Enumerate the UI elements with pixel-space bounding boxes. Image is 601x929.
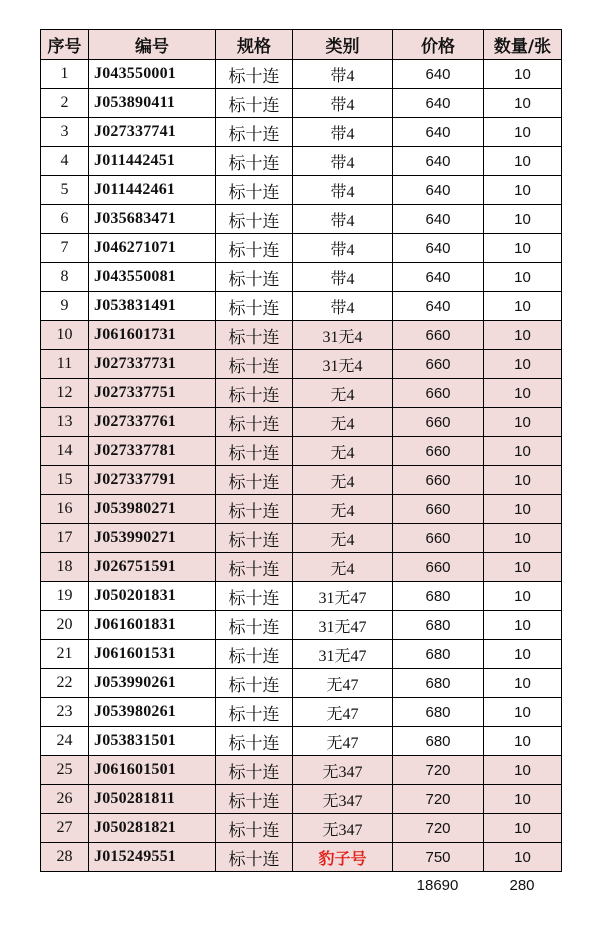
cell-serial: 15	[41, 466, 89, 495]
table-row	[41, 727, 562, 756]
table-row	[41, 843, 562, 872]
cell-serial: 26	[41, 785, 89, 814]
cell-spec: 标十连	[216, 640, 293, 669]
inventory-table	[40, 29, 562, 872]
cell-quantity: 10	[484, 640, 562, 669]
cell-spec: 标十连	[216, 466, 293, 495]
cell-quantity: 10	[484, 785, 562, 814]
cell-category: 无347	[293, 814, 393, 843]
cell-price: 660	[393, 408, 484, 437]
cell-code: J061601731	[89, 321, 216, 350]
cell-code: J053831491	[89, 292, 216, 321]
cell-quantity: 10	[484, 205, 562, 234]
cell-price: 720	[393, 814, 484, 843]
cell-code: J053890411	[89, 89, 216, 118]
table-row	[41, 756, 562, 785]
cell-spec: 标十连	[216, 524, 293, 553]
cell-quantity: 10	[484, 234, 562, 263]
cell-price: 660	[393, 350, 484, 379]
cell-code: J050281811	[89, 785, 216, 814]
table-row	[41, 147, 562, 176]
table-row	[41, 611, 562, 640]
cell-price: 640	[393, 234, 484, 263]
cell-spec: 标十连	[216, 379, 293, 408]
cell-spec: 标十连	[216, 582, 293, 611]
cell-code: J061601531	[89, 640, 216, 669]
cell-code: J035683471	[89, 205, 216, 234]
cell-quantity: 10	[484, 60, 562, 89]
cell-quantity: 10	[484, 843, 562, 872]
cell-spec: 标十连	[216, 408, 293, 437]
table-row	[41, 292, 562, 321]
cell-spec: 标十连	[216, 727, 293, 756]
cell-spec: 标十连	[216, 350, 293, 379]
table-row	[41, 466, 562, 495]
cell-serial: 22	[41, 669, 89, 698]
cell-category: 带4	[293, 147, 393, 176]
table-row	[41, 176, 562, 205]
table-row	[41, 205, 562, 234]
cell-serial: 18	[41, 553, 89, 582]
cell-serial: 11	[41, 350, 89, 379]
cell-code: J026751591	[89, 553, 216, 582]
cell-spec: 标十连	[216, 785, 293, 814]
cell-serial: 27	[41, 814, 89, 843]
cell-price: 640	[393, 263, 484, 292]
cell-price: 640	[393, 176, 484, 205]
table-row	[41, 669, 562, 698]
header-quantity: 数量/张	[484, 30, 562, 60]
cell-spec: 标十连	[216, 437, 293, 466]
cell-code: J061601831	[89, 611, 216, 640]
cell-serial: 14	[41, 437, 89, 466]
cell-code: J043550001	[89, 60, 216, 89]
cell-spec: 标十连	[216, 756, 293, 785]
cell-quantity: 10	[484, 814, 562, 843]
cell-spec: 标十连	[216, 147, 293, 176]
header-row	[41, 30, 562, 60]
table-row	[41, 234, 562, 263]
cell-price: 680	[393, 698, 484, 727]
cell-category: 31无47	[293, 640, 393, 669]
cell-category: 带4	[293, 60, 393, 89]
cell-serial: 3	[41, 118, 89, 147]
cell-category: 无47	[293, 669, 393, 698]
cell-price: 720	[393, 785, 484, 814]
cell-serial: 10	[41, 321, 89, 350]
cell-category: 带4	[293, 263, 393, 292]
table-row	[41, 437, 562, 466]
cell-quantity: 10	[484, 292, 562, 321]
table-row	[41, 524, 562, 553]
cell-spec: 标十连	[216, 176, 293, 205]
cell-serial: 24	[41, 727, 89, 756]
cell-quantity: 10	[484, 321, 562, 350]
table-row	[41, 408, 562, 437]
header-code: 编号	[89, 30, 216, 60]
cell-serial: 13	[41, 408, 89, 437]
cell-serial: 16	[41, 495, 89, 524]
table-row	[41, 60, 562, 89]
cell-category: 无4	[293, 466, 393, 495]
cell-quantity: 10	[484, 89, 562, 118]
cell-category: 无4	[293, 408, 393, 437]
cell-code: J053990261	[89, 669, 216, 698]
cell-spec: 标十连	[216, 205, 293, 234]
cell-quantity: 10	[484, 118, 562, 147]
cell-category: 带4	[293, 234, 393, 263]
cell-quantity: 10	[484, 379, 562, 408]
header-spec: 规格	[216, 30, 293, 60]
cell-category: 无4	[293, 437, 393, 466]
cell-category: 无47	[293, 727, 393, 756]
table-row	[41, 89, 562, 118]
cell-serial: 25	[41, 756, 89, 785]
cell-serial: 4	[41, 147, 89, 176]
cell-price: 660	[393, 553, 484, 582]
cell-price: 660	[393, 321, 484, 350]
cell-price: 640	[393, 89, 484, 118]
cell-quantity: 10	[484, 611, 562, 640]
cell-quantity: 10	[484, 524, 562, 553]
table-row	[41, 640, 562, 669]
cell-category: 31无4	[293, 321, 393, 350]
cell-category: 带4	[293, 205, 393, 234]
cell-category: 带4	[293, 176, 393, 205]
cell-category: 带4	[293, 118, 393, 147]
cell-spec: 标十连	[216, 495, 293, 524]
cell-category: 无347	[293, 785, 393, 814]
cell-spec: 标十连	[216, 118, 293, 147]
cell-serial: 20	[41, 611, 89, 640]
cell-quantity: 10	[484, 698, 562, 727]
table-row	[41, 553, 562, 582]
cell-category: 带4	[293, 89, 393, 118]
cell-quantity: 10	[484, 727, 562, 756]
cell-code: J043550081	[89, 263, 216, 292]
table-row	[41, 118, 562, 147]
cell-category: 无347	[293, 756, 393, 785]
cell-category: 31无4	[293, 350, 393, 379]
cell-code: J027337791	[89, 466, 216, 495]
cell-serial: 6	[41, 205, 89, 234]
cell-category: 无4	[293, 524, 393, 553]
cell-serial: 1	[41, 60, 89, 89]
cell-quantity: 10	[484, 582, 562, 611]
cell-price: 680	[393, 669, 484, 698]
cell-category: 无4	[293, 495, 393, 524]
cell-serial: 17	[41, 524, 89, 553]
table-row	[41, 698, 562, 727]
cell-price: 680	[393, 582, 484, 611]
cell-category: 豹子号	[293, 843, 393, 872]
cell-price: 720	[393, 756, 484, 785]
cell-category: 31无47	[293, 582, 393, 611]
cell-category: 无4	[293, 379, 393, 408]
cell-quantity: 10	[484, 495, 562, 524]
cell-spec: 标十连	[216, 89, 293, 118]
cell-serial: 7	[41, 234, 89, 263]
table-row	[41, 785, 562, 814]
cell-quantity: 10	[484, 176, 562, 205]
cell-price: 660	[393, 437, 484, 466]
cell-serial: 12	[41, 379, 89, 408]
table-row	[41, 263, 562, 292]
cell-quantity: 10	[484, 466, 562, 495]
cell-spec: 标十连	[216, 553, 293, 582]
cell-code: J046271071	[89, 234, 216, 263]
cell-code: J053831501	[89, 727, 216, 756]
table-row	[41, 350, 562, 379]
cell-price: 680	[393, 611, 484, 640]
cell-price: 640	[393, 118, 484, 147]
cell-price: 640	[393, 60, 484, 89]
table-row	[41, 814, 562, 843]
cell-quantity: 10	[484, 756, 562, 785]
cell-quantity: 10	[484, 147, 562, 176]
cell-price: 640	[393, 147, 484, 176]
cell-spec: 标十连	[216, 292, 293, 321]
cell-serial: 23	[41, 698, 89, 727]
cell-price: 660	[393, 495, 484, 524]
cell-code: J015249551	[89, 843, 216, 872]
cell-spec: 标十连	[216, 669, 293, 698]
cell-serial: 8	[41, 263, 89, 292]
cell-price: 680	[393, 727, 484, 756]
cell-category: 31无47	[293, 611, 393, 640]
cell-serial: 21	[41, 640, 89, 669]
cell-code: J050201831	[89, 582, 216, 611]
cell-code: J027337731	[89, 350, 216, 379]
total-quantity: 280	[509, 877, 535, 894]
cell-spec: 标十连	[216, 263, 293, 292]
cell-spec: 标十连	[216, 814, 293, 843]
table-row	[41, 379, 562, 408]
cell-code: J011442451	[89, 147, 216, 176]
cell-spec: 标十连	[216, 60, 293, 89]
cell-code: J027337751	[89, 379, 216, 408]
cell-quantity: 10	[484, 263, 562, 292]
cell-quantity: 10	[484, 437, 562, 466]
cell-serial: 19	[41, 582, 89, 611]
table-row	[41, 495, 562, 524]
cell-spec: 标十连	[216, 843, 293, 872]
table-row	[41, 582, 562, 611]
cell-price: 640	[393, 292, 484, 321]
cell-spec: 标十连	[216, 321, 293, 350]
cell-code: J027337781	[89, 437, 216, 466]
cell-serial: 2	[41, 89, 89, 118]
cell-code: J053980271	[89, 495, 216, 524]
cell-quantity: 10	[484, 350, 562, 379]
header-category: 类别	[293, 30, 393, 60]
cell-quantity: 10	[484, 669, 562, 698]
cell-price: 660	[393, 466, 484, 495]
cell-price: 680	[393, 640, 484, 669]
cell-serial: 5	[41, 176, 89, 205]
cell-code: J027337761	[89, 408, 216, 437]
cell-code: J027337741	[89, 118, 216, 147]
cell-serial: 9	[41, 292, 89, 321]
cell-code: J011442461	[89, 176, 216, 205]
table-body	[41, 60, 562, 872]
cell-quantity: 10	[484, 408, 562, 437]
cell-price: 660	[393, 379, 484, 408]
cell-code: J050281821	[89, 814, 216, 843]
header-serial: 序号	[41, 30, 89, 60]
cell-spec: 标十连	[216, 234, 293, 263]
cell-price: 750	[393, 843, 484, 872]
cell-price: 660	[393, 524, 484, 553]
cell-price: 640	[393, 205, 484, 234]
cell-category: 无47	[293, 698, 393, 727]
table-row	[41, 321, 562, 350]
header-price: 价格	[393, 30, 484, 60]
total-price: 18690	[416, 877, 459, 894]
cell-spec: 标十连	[216, 698, 293, 727]
cell-serial: 28	[41, 843, 89, 872]
cell-category: 带4	[293, 292, 393, 321]
cell-code: J053980261	[89, 698, 216, 727]
cell-spec: 标十连	[216, 611, 293, 640]
cell-code: J061601501	[89, 756, 216, 785]
cell-code: J053990271	[89, 524, 216, 553]
cell-category: 无4	[293, 553, 393, 582]
cell-quantity: 10	[484, 553, 562, 582]
